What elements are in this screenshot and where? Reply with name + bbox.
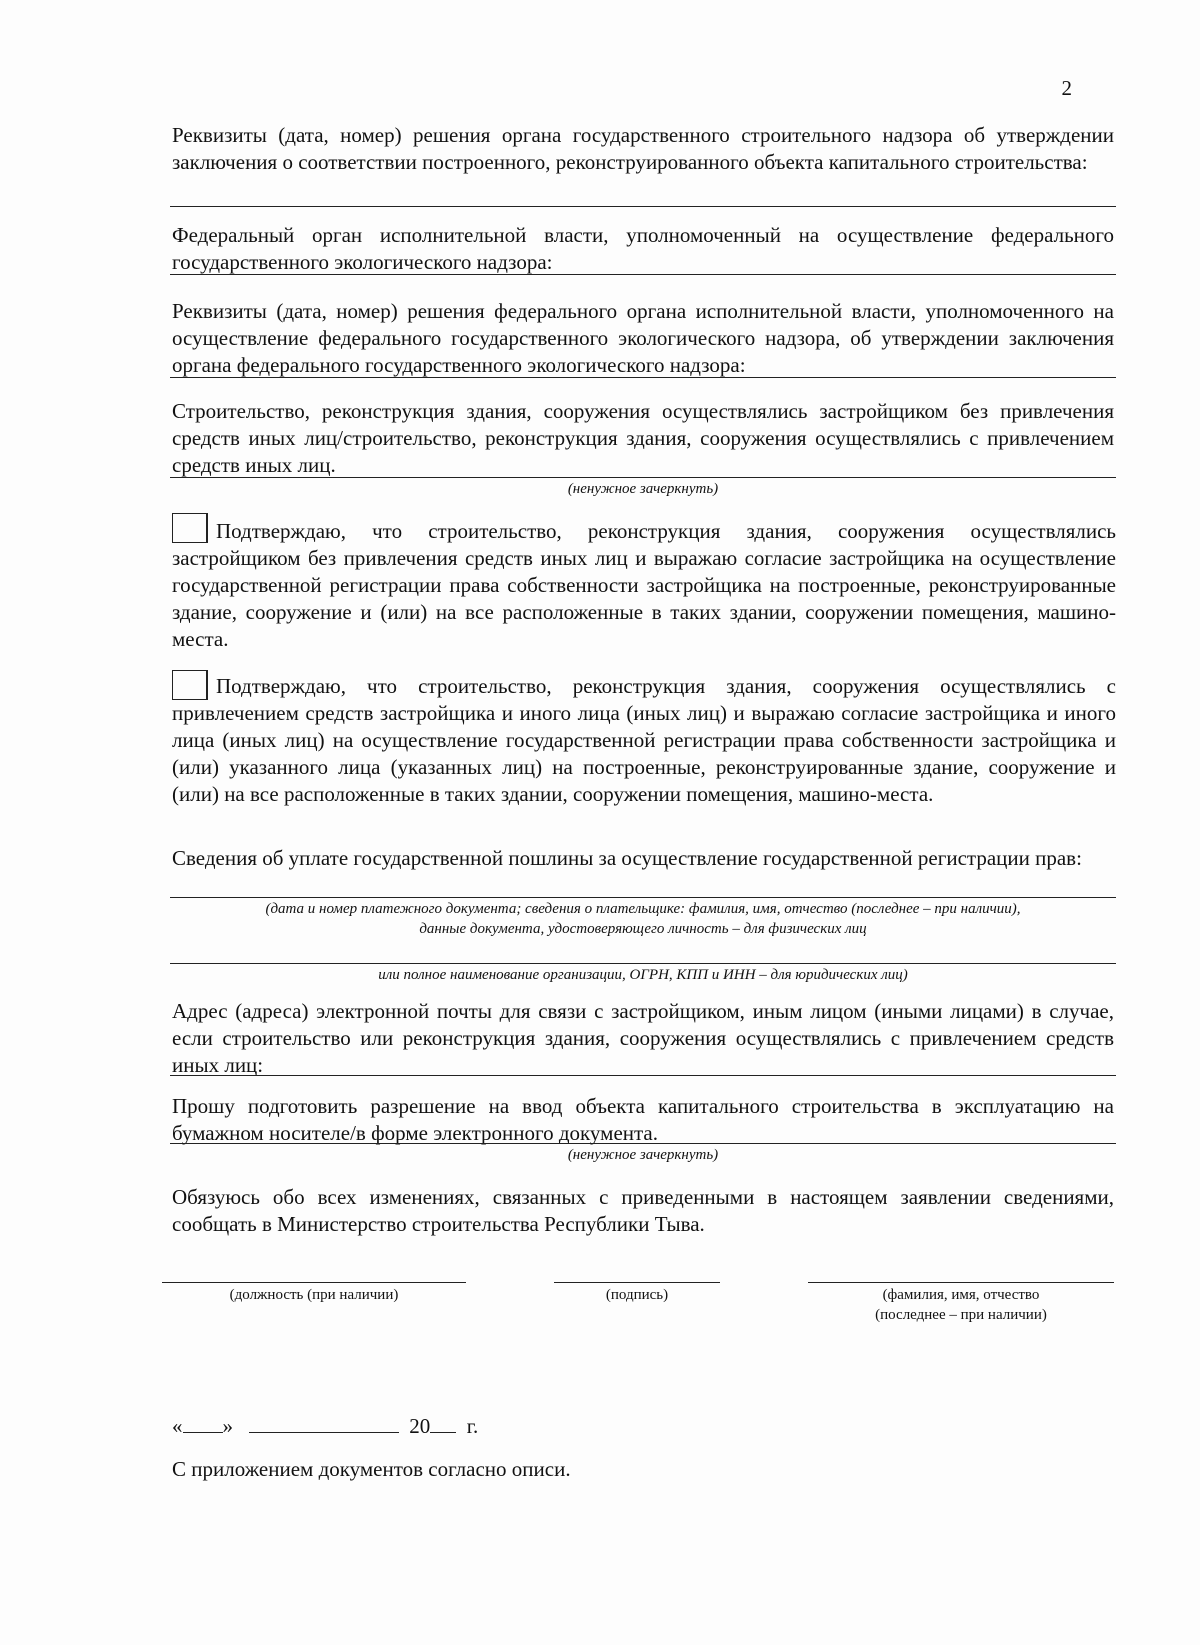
obligation-statement: Обязуюсь обо всех изменениях, связанных с приведенными в настоящем заявлении сведениями, сообщать в Министерство строительства Республики Тыва. — [172, 1185, 1114, 1236]
email-fill-line[interactable] — [170, 1075, 1116, 1076]
federal-authority-label: Федеральный орган исполнительной власти, уполномоченный на осуществление федерального государственного экологического надзора: — [172, 223, 1114, 274]
third-party-funds-text: Подтверждаю, что строительство, реконструкция здания, сооружения осуществлялись с привлечением средств застройщика и иного лица (иных лиц) и выражаю согласие застройщика и иного лица (иных лиц) на осуществление государственной регистрации права собственности застройщика и (или) указанного лица (указанных лиц) на построенные, реконструированные здание, сооружение и (или) на все расположенные в таких здании, сооружении помещения, машино-места. — [172, 674, 1116, 806]
date-month-blank[interactable] — [249, 1414, 399, 1433]
email-label: Адрес (адреса) электронной почты для связи с застройщиком, иным лицом (иными лицами) в случае, если строительство или реконструкция здания, сооружения осуществлялись с привлечением средств иных лиц: — [172, 999, 1114, 1077]
eco-decision-fill-line[interactable] — [170, 377, 1116, 378]
position-label: (должность (при наличии) — [229, 1287, 399, 1303]
gsn-decision-requisites: Реквизиты (дата, номер) решения органа государственного строительного надзора об утверждении заключения о соответствии построенного, реконструированного объекта капитального строительства: — [172, 123, 1114, 174]
date-field — [172, 1414, 478, 1439]
no-third-party-funds-text: Подтверждаю, что строительство, реконструкция здания, сооружения осуществлялись застройщиком без привлечения средств иных лиц и выражаю согласие застройщика на осуществление государственной регистрации права собственности застройщика на построенные, реконструированные здание, сооружение и (или) на все расположенные в таких здании, сооружении помещения, машино-места. — [172, 519, 1116, 651]
strike-hint-1: (ненужное зачеркнуть) — [567, 481, 719, 497]
date-open-quote: « — [172, 1414, 183, 1438]
position-line[interactable] — [162, 1282, 466, 1283]
fee-hint-2: данные документа, удостоверяющего личность – для физических лиц — [419, 921, 867, 937]
signature-label: (подпись) — [605, 1287, 669, 1303]
state-fee-label: Сведения об уплате государственной пошлины за осуществление государственной регистрации прав: — [172, 846, 1082, 870]
date-year-suffix: г. — [466, 1414, 479, 1438]
full-name-line[interactable] — [808, 1282, 1114, 1283]
date-year-blank[interactable] — [430, 1414, 456, 1433]
federal-authority-fill-line[interactable] — [170, 274, 1116, 275]
date-year-prefix: 20 — [409, 1414, 431, 1438]
date-close-quote: » — [222, 1414, 233, 1438]
attachment-note: С приложением документов согласно описи. — [172, 1457, 571, 1481]
date-day-blank[interactable] — [183, 1414, 223, 1433]
strike-hint-2: (ненужное зачеркнуть) — [567, 1147, 719, 1163]
funding-statement: Строительство, реконструкция здания, сооружения осуществлялись застройщиком без привлечения средств иных лиц/строительство, реконструкция здания, сооружения осуществлялись с привлечением средств иных лиц. — [172, 399, 1114, 477]
gsn-decision-fill-line[interactable] — [170, 206, 1116, 207]
fee-hint-1: (дата и номер платежного документа; сведения о плательщике: фамилия, имя, отчество (последнее – при наличии), — [265, 901, 1021, 917]
full-name-label-2: (последнее – при наличии) — [875, 1307, 1047, 1323]
full-name-label-1: (фамилия, имя, отчество — [882, 1287, 1040, 1303]
page-number: 2 — [1061, 76, 1072, 100]
signature-line[interactable] — [554, 1282, 720, 1283]
permit-request: Прошу подготовить разрешение на ввод объекта капитального строительства в эксплуатацию на бумажном носителе/в форме электронного документа. — [172, 1094, 1114, 1145]
eco-decision-requisites: Реквизиты (дата, номер) решения федерального органа исполнительной власти, уполномоченного на осуществление федерального государственного экологического надзора, об утверждении заключения органа федерального государственного экологического надзора: — [172, 299, 1114, 377]
fee-hint-3: или полное наименование организации, ОГРН, КПП и ИНН – для юридических лиц) — [378, 967, 908, 983]
